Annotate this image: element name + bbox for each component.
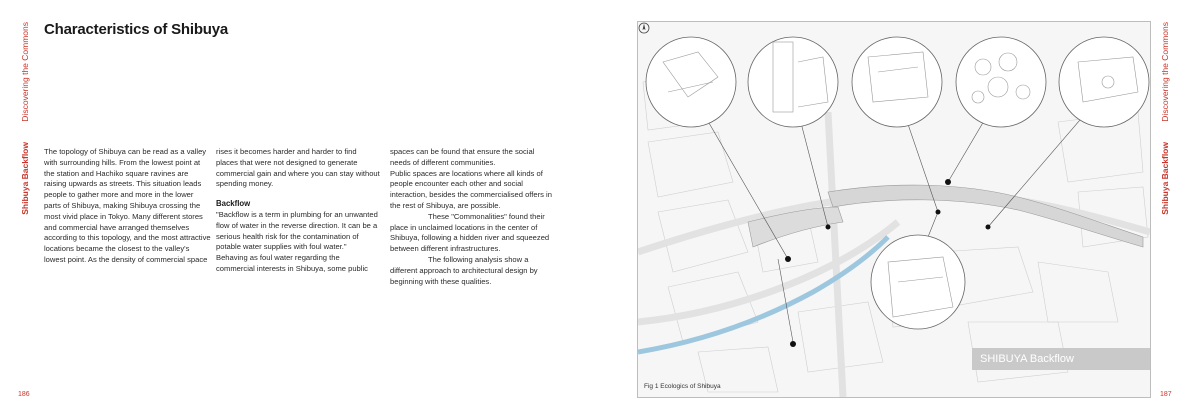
page-title: Characteristics of Shibuya [44,21,229,38]
paragraph: spaces can be found that ensure the social needs of different communities. [390,147,535,167]
map-drawing [638,22,1150,397]
running-header-section: Shibuya Backflow [20,142,30,215]
north-arrow-icon [638,22,650,34]
paragraph: rises it becomes harder and harder to find places that were not designed to generate commercial gain and where you can stay without spending money. [216,147,380,189]
text-column-3 [390,147,556,287]
figure-caption: Fig 1 Ecologics of Shibuya [644,383,721,390]
map-tag-label: SHIBUYA Backflow [972,348,1150,370]
paragraph: Public spaces are locations where all kinds of people encounter each other and social interaction, besides the commercialised offers in the rest of Shibuya, are possible. [390,168,552,210]
text-column-1 [44,147,212,266]
paragraph: Behaving as foul water regarding the commercial interests in Shibuya, some public [216,253,368,273]
figure-map [637,21,1151,398]
paragraph: These "Commonalities" found their place in unclaimed locations in the center of Shibuya, following a hidden river and squeezed between different infrastructures. [390,211,550,254]
quote-paragraph: "Backflow is a term in plumbing for an unwanted flow of water in the reverse direction. It can be a serious health risk for the contamination of potable water supplies with foul water." [216,209,378,252]
running-header-section-right: Shibuya Backflow [1160,142,1170,215]
page-number-left: 186 [18,391,30,398]
paragraph: The following analysis show a different approach to architectural design by beginning with these qualities. [390,254,538,286]
running-header-chapter-right: Discovering the Commons [1160,22,1170,122]
text-column-2 [216,147,380,275]
section-heading: Backflow [216,199,251,209]
running-header-chapter: Discovering the Commons [20,22,30,122]
vignette-circles [646,37,1149,329]
page-number-right: 187 [1160,391,1172,398]
paragraph: The topology of Shibuya can be read as a valley with surrounding hills. From the lowest point at the station and Hachiko square ravines are raising upwards as streets. This situation leads people to gather more and more in the lower parts of Shibuya, making Shibuya crossing the most vivid place in Tokyo. Many different stores and commercial have arranged themselves according to this topology, and the most attractive locations became the closest to the valley's lowest point. As the density of commercial space [44,147,211,264]
